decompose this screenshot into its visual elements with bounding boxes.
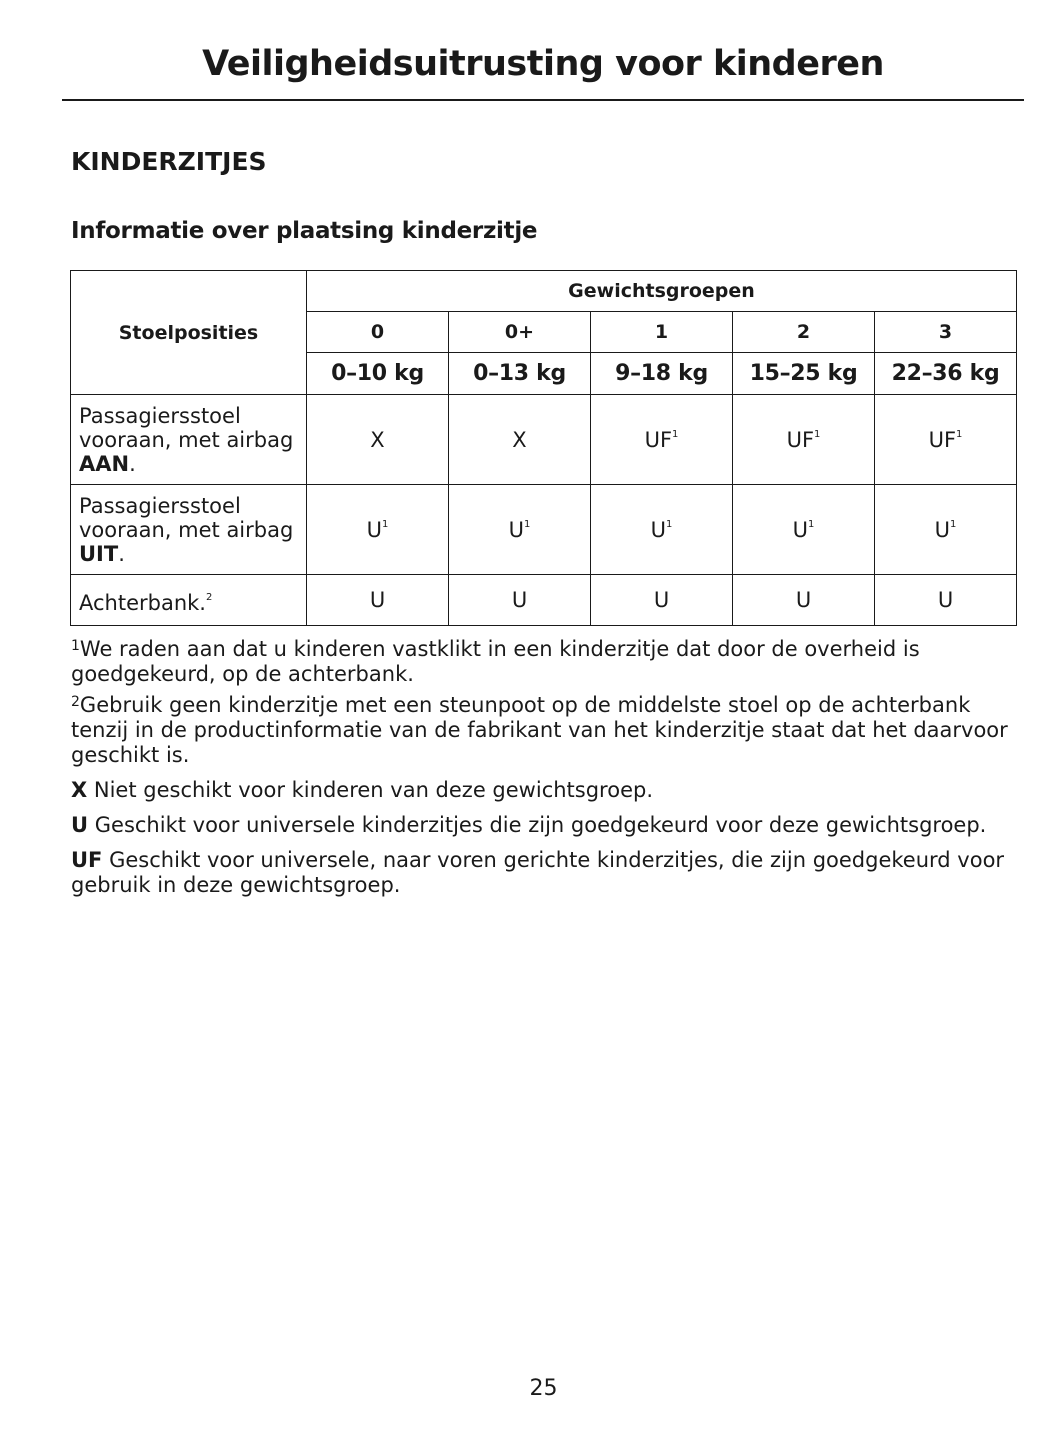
row-label-front-airbag-off: Passagiersstoel vooraan, met airbag UIT. [71,485,307,575]
weight-range: 22–36 kg [875,353,1017,395]
footnote-2: $^2$Gebruik geen kinderzitje met een steunpoot op de middelste stoel op de achterbank tenzij in de productinformatie van de fabrikant van het kinderzitje staat dat het daarvoor geschikt is. [71,693,1008,767]
table-cell: $UF^1$ [733,395,875,485]
weight-range: 15–25 kg [733,353,875,395]
title-divider [62,99,1024,101]
section-heading: KINDERZITJES [71,147,267,176]
table-cell: $U^1$ [733,485,875,575]
row-label-front-airbag-on: Passagiersstoel vooraan, met airbag AAN. [71,395,307,485]
table-cell: $UF^1$ [591,395,733,485]
legend-uf: UF Geschikt voor universele, naar voren gerichte kinderzitjes, die zijn goedgekeurd voor gebruik in deze gewichtsgroep. [71,848,1005,897]
group-label: 1 [591,312,733,353]
weight-groups-header: Gewichtsgroepen [307,271,1017,312]
table-cell: $U^1$ [307,485,449,575]
group-label: 0 [307,312,449,353]
footnote-1: $^1$We raden aan dat u kinderen vastklikt in een kinderzitje dat door de overheid is goedgekeurd, op de achterbank. [71,637,920,686]
page-title: Veiligheidsuitrusting voor kinderen [202,44,884,84]
group-label: 3 [875,312,1017,353]
table-cell: $UF^1$ [875,395,1017,485]
table-row [71,575,1017,626]
table-row [71,485,1017,575]
page-number: 25 [529,1376,558,1401]
table-cell: U [449,575,591,626]
table-row [71,395,1017,485]
sub-heading: Informatie over plaatsing kinderzitje [71,218,538,244]
table-cell: U [307,575,449,626]
table-cell: U [875,575,1017,626]
table-cell: X [449,395,591,485]
group-label: 0+ [449,312,591,353]
table-cell: $U^1$ [875,485,1017,575]
table-cell: $U^1$ [449,485,591,575]
legend-x: X Niet geschikt voor kinderen van deze gewichtsgroep. [71,778,653,802]
row-label-rear-bench: Achterbank.$^2$ [71,575,307,626]
table-cell: $U^1$ [591,485,733,575]
seat-placement-table [70,270,1017,626]
table-cell: U [733,575,875,626]
weight-range: 0–13 kg [449,353,591,395]
table-cell: U [591,575,733,626]
seat-positions-header: Stoelposities [71,271,307,395]
legend-u: U Geschikt voor universele kinderzitjes die zijn goedgekeurd voor deze gewichtsgroep. [71,813,987,837]
notes-block [71,634,1021,898]
weight-range: 0–10 kg [307,353,449,395]
group-label: 2 [733,312,875,353]
table-cell: X [307,395,449,485]
weight-range: 9–18 kg [591,353,733,395]
